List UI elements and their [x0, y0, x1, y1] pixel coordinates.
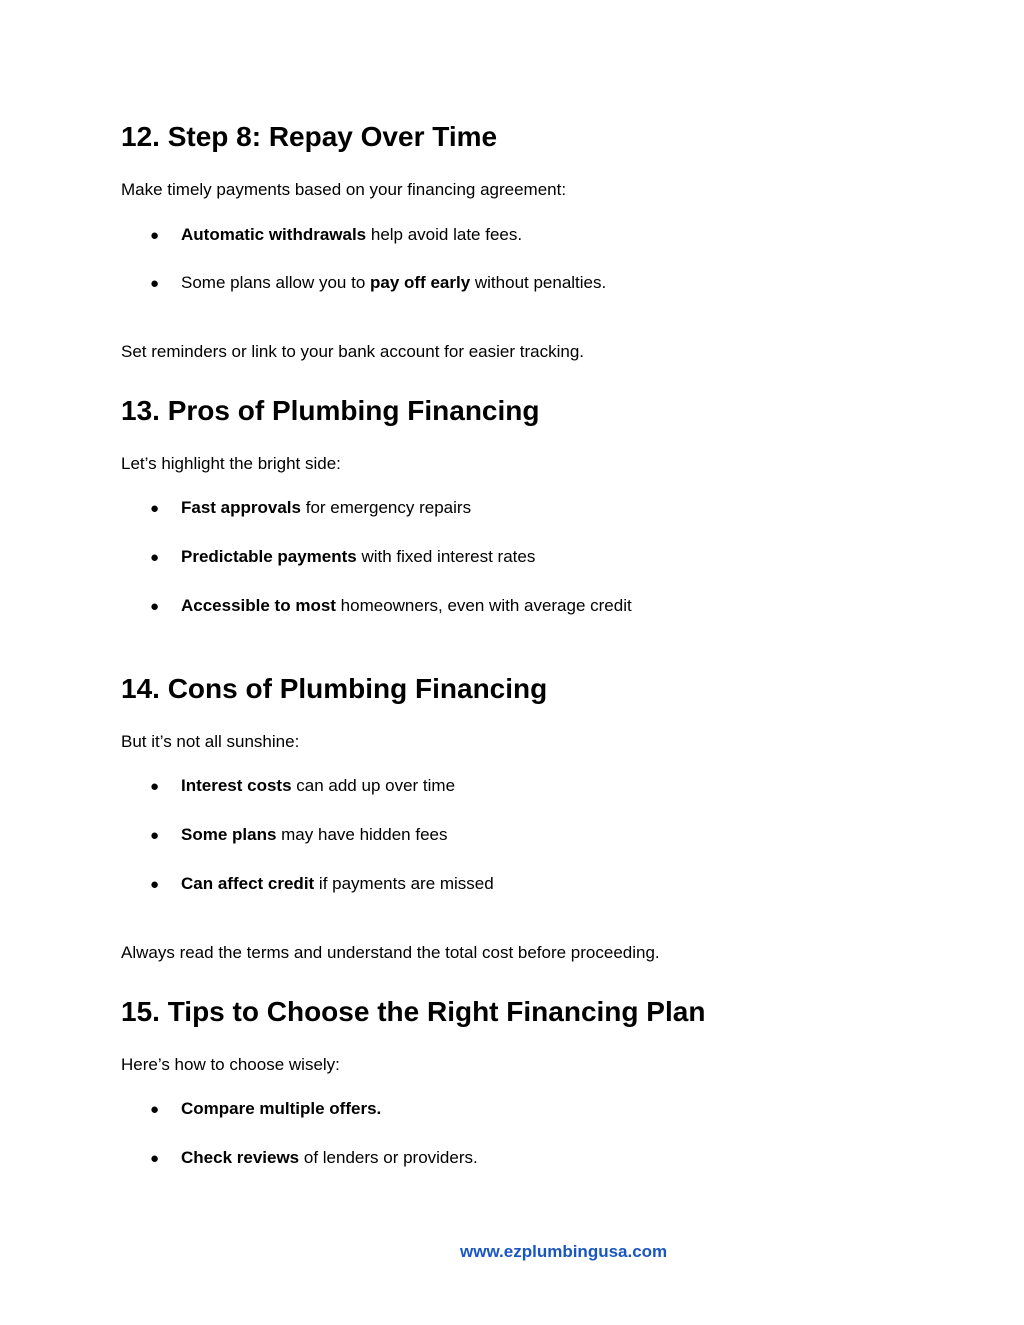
bullet-icon: ● [150, 1150, 160, 1167]
bullet-icon: ● [150, 827, 160, 844]
list-item-bold: Can affect credit [181, 874, 315, 893]
section-outro: Set reminders or link to your bank account for easier tracking. [121, 342, 584, 361]
list-item-text: Some plans allow you to [181, 273, 370, 292]
bullet-icon: ● [150, 275, 160, 292]
list-item-text: with fixed interest rates [356, 547, 536, 566]
list-item-bold: Check reviews [181, 1148, 300, 1167]
list-item [150, 1098, 381, 1121]
list-item-text: for emergency repairs [301, 498, 472, 517]
list-item-text: homeowners, even with average credit [335, 596, 632, 615]
list-item-bold: Automatic withdrawals [181, 225, 367, 244]
bullet-icon: ● [150, 1101, 160, 1118]
list-item-bold: Compare multiple offers. [181, 1099, 382, 1118]
list-item-text: of lenders or providers. [299, 1148, 478, 1167]
list-item [150, 873, 494, 896]
bullet-icon: ● [150, 598, 160, 615]
list-item [150, 595, 632, 618]
footer-website-link[interactable]: www.ezplumbingusa.com [460, 1242, 668, 1261]
bullet-icon: ● [150, 549, 160, 566]
list-item-bold: Predictable payments [181, 547, 357, 566]
section-intro: But it’s not all sunshine: [121, 732, 300, 751]
list-item-text: may have hidden fees [276, 825, 448, 844]
list-item [150, 272, 606, 295]
list-item-bold: Interest costs [181, 776, 292, 795]
bullet-icon: ● [150, 500, 160, 517]
bullet-icon: ● [150, 778, 160, 795]
section-intro: Here’s how to choose wisely: [121, 1055, 340, 1074]
bullet-icon: ● [150, 876, 160, 893]
list-item-text: without penalties. [470, 273, 607, 292]
list-item-text: help avoid late fees. [366, 225, 523, 244]
list-item-text: if payments are missed [314, 874, 494, 893]
list-item-bold: Fast approvals [181, 498, 301, 517]
section-heading: 14. Cons of Plumbing Financing [121, 673, 548, 704]
section-heading: 15. Tips to Choose the Right Financing Plan [121, 996, 706, 1027]
list-item [150, 546, 535, 569]
list-item-bold: Accessible to most [181, 596, 336, 615]
list-item [150, 497, 471, 520]
section-heading: 12. Step 8: Repay Over Time [121, 121, 498, 152]
section-outro: Always read the terms and understand the total cost before proceeding. [121, 943, 660, 962]
list-item [150, 1147, 478, 1170]
section-intro: Let’s highlight the bright side: [121, 454, 341, 473]
list-item-bold: pay off early [370, 273, 471, 292]
list-item-bold: Some plans [181, 825, 277, 844]
list-item [150, 824, 447, 847]
list-item [150, 224, 522, 247]
list-item [150, 775, 455, 798]
bullet-icon: ● [150, 227, 160, 244]
section-intro: Make timely payments based on your financing agreement: [121, 180, 567, 199]
list-item-text: can add up over time [291, 776, 456, 795]
section-heading: 13. Pros of Plumbing Financing [121, 395, 540, 426]
